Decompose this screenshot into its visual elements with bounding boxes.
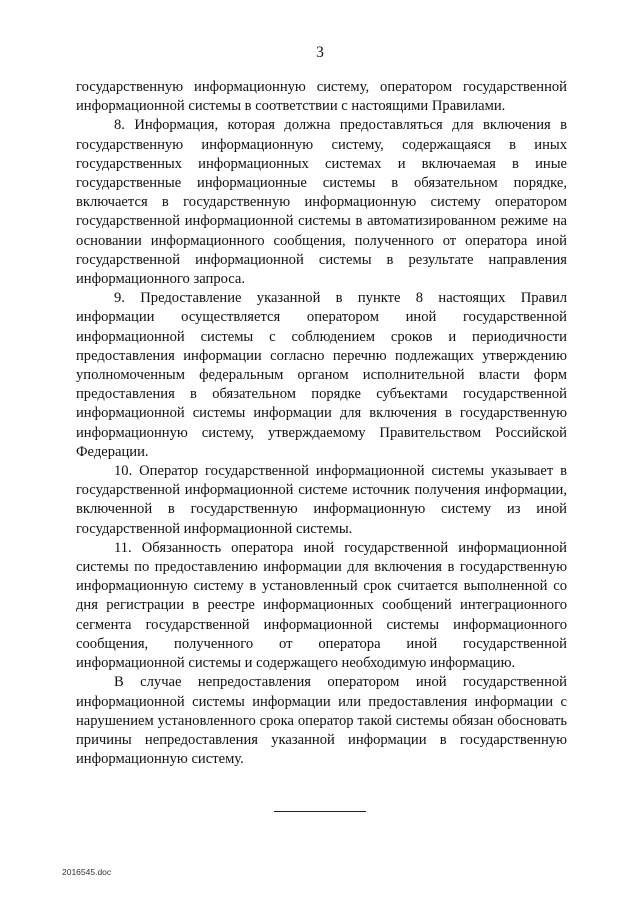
- paragraph-clause-9: 9. Предоставление указанной в пункте 8 настоящих Правил информации осуществляется оператором иной государственной информационной системы с соблюдением сроков и периодичности предоставления информации согласно перечню подлежащих утверждению уполномоченным федеральным органом исполнительной власти форм предоставления в обязательном порядке субъектами государственной информационной системы информации для включения в государственную информационную систему, утверждаемому Правительством Российской Федерации.: [76, 290, 567, 460]
- paragraph-clause-11-continuation: В случае непредоставления оператором иной государственной информационной системы информации или предоставления информации с нарушением установленного срока оператор такой системы обязан обосновать причины непредоставления указанной информации в государственную информационную систему.: [76, 674, 567, 768]
- paragraph-clause-11: 11. Обязанность оператора иной государственной информационной системы по предоставлению информации для включения в государственную информационную систему в установленный срок считается выполненной со дня регистрации в реестре информационных сообщений интеграционного сегмента государственной информационной системы информационного сообщения, полученного от оператора иной государственной информационной системы и содержащего необходимую информацию.: [76, 539, 567, 672]
- document-body: [76, 78, 567, 769]
- end-of-text-rule: [274, 811, 366, 812]
- paragraph-clause-10: 10. Оператор государственной информационной системы указывает в государственной информационной системе источник получения информации, включенной в государственную информационную систему из иной государственной информационной системы.: [76, 463, 567, 537]
- document-file-code: 2016545.doc: [62, 867, 112, 877]
- paragraph-continuation: государственную информационную систему, оператором государственной информационной системы в соответствии с настоящими Правилами.: [76, 79, 567, 115]
- paragraph-clause-8: 8. Информация, которая должна предоставляться для включения в государственную информационную систему, содержащаяся в иных государственных информационных системах и включаемая в иные государственные информационные системы в обязательном порядке, включается в государственную информационную систему оператором государственной информационной системы в автоматизированном режиме на основании информационного сообщения, полученного от оператора иной государственной информационной системы в результате направления информационного запроса.: [76, 117, 567, 288]
- page-number: 3: [316, 44, 324, 61]
